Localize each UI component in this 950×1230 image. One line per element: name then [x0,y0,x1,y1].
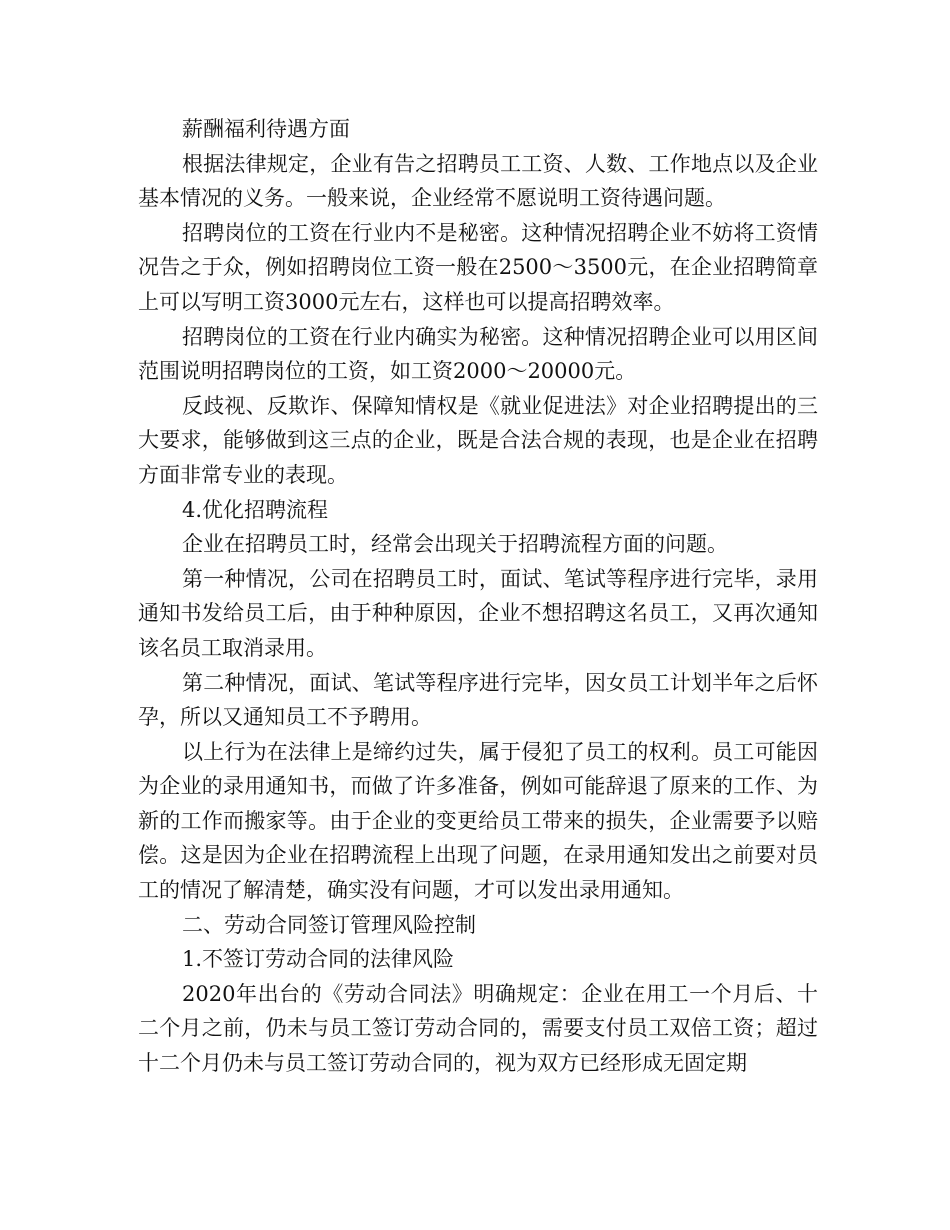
section-heading-contract-risk: 二、劳动合同签订管理风险控制 [182,912,476,937]
body-paragraph: 第一种情况，公司在招聘员工时，面试、笔试等程序进行完毕，录用通知书发给员工后，由于种种原因，企业不想招聘这名员工，又再次通知该名员工取消录用。 [138,566,818,660]
body-paragraph: 以上行为在法律上是缔约过失，属于侵犯了员工的权利。员工可能因为企业的录用通知书，而做了许多准备，例如可能辞退了原来的工作、为新的工作而搬家等。由于企业的变更给员工带来的损失，企业需要予以赔偿。这是因为企业在招聘流程上出现了问题，在录用通知发出之前要对员工的情况了解清楚，确实没有问题，才可以发出录用通知。 [138,739,818,903]
body-paragraph: 根据法律规定，企业有告之招聘员工工资、人数、工作地点以及企业基本情况的义务。一般来说，企业经常不愿说明工资待遇问题。 [138,151,818,211]
body-paragraph: 招聘岗位的工资在行业内确实为秘密。这种情况招聘企业可以用区间范围说明招聘岗位的工资，如工资2000～20000元。 [138,324,818,384]
body-paragraph: 招聘岗位的工资在行业内不是秘密。这种情况招聘企业不妨将工资情况告之于众，例如招聘岗位工资一般在2500～3500元，在企业招聘简章上可以写明工资3000元左右，这样也可以提高招聘效率。 [138,220,818,314]
subsection-heading-no-contract: 1.不签订劳动合同的法律风险 [182,947,455,972]
body-paragraph: 反歧视、反欺诈、保障知情权是《就业促进法》对企业招聘提出的三大要求，能够做到这三点的企业，既是合法合规的表现，也是企业在招聘方面非常专业的表现。 [138,393,818,487]
document-body [138,112,818,1081]
body-paragraph: 2020年出台的《劳动合同法》明确规定：企业在用工一个月后、十二个月之前，仍未与员工签订劳动合同的，需要支付员工双倍工资；超过十二个月仍未与员工签订劳动合同的，视为双方已经形成无固定期 [138,981,818,1076]
section-heading-salary: 薪酬福利待遇方面 [182,117,350,141]
body-paragraph: 第二种情况，面试、笔试等程序进行完毕，因女员工计划半年之后怀孕，所以又通知员工不予聘用。 [138,670,818,730]
section-heading-optimize-process: 4.优化招聘流程 [182,497,329,522]
body-paragraph: 企业在招聘员工时，经常会出现关于招聘流程方面的问题。 [182,532,728,557]
